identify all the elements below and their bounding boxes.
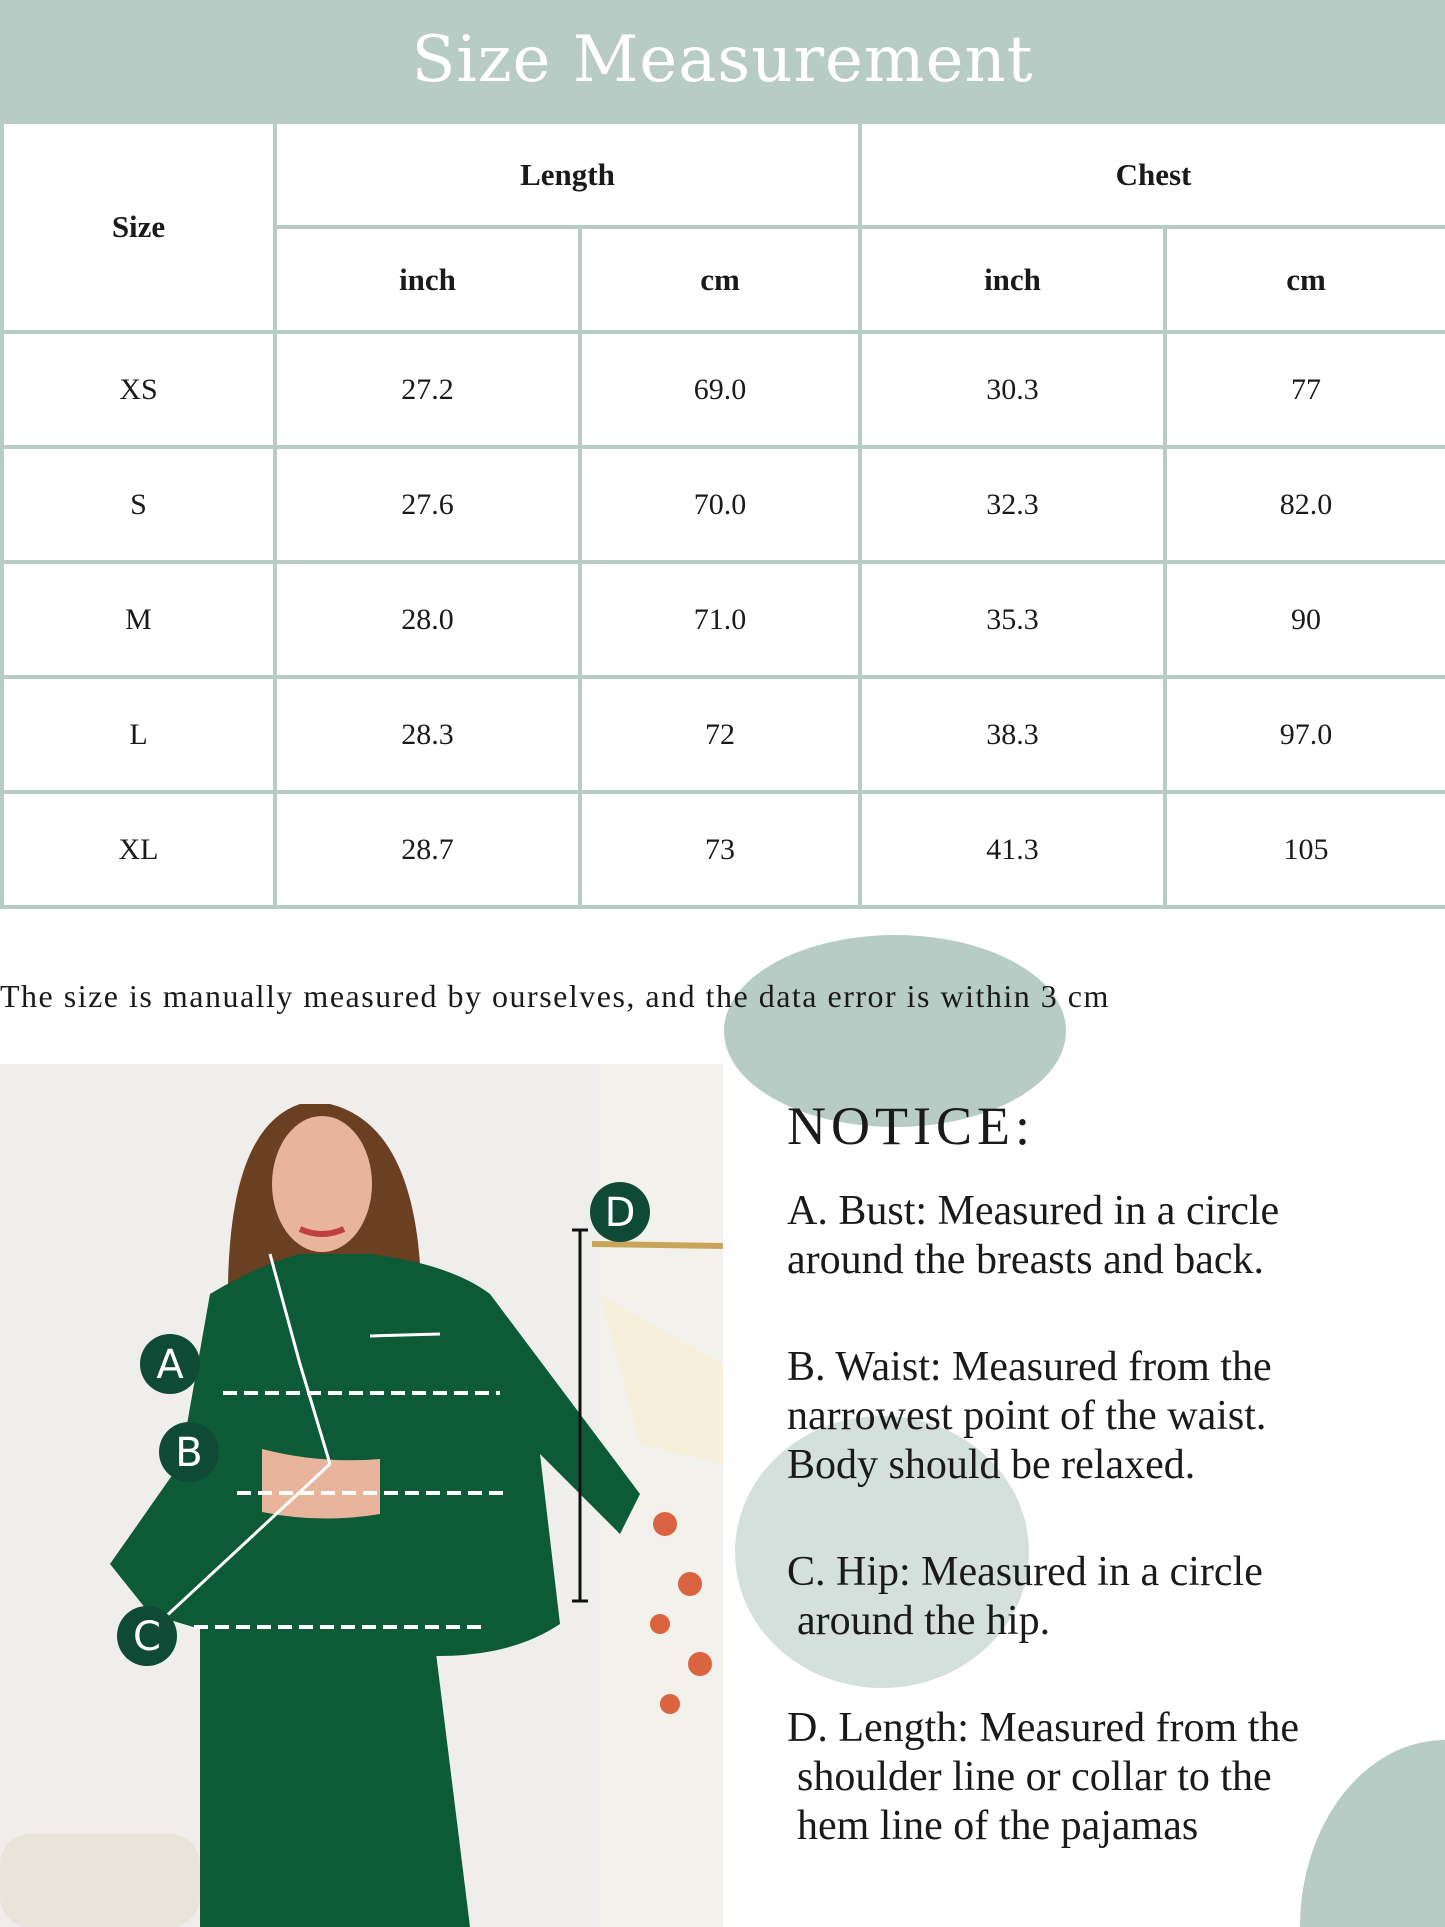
model-photo: [0, 1064, 723, 1927]
unit-header: inch: [275, 227, 580, 332]
table-row: [2, 792, 1445, 907]
size-header: Size: [2, 122, 275, 332]
value-cell: 72: [580, 677, 860, 792]
unit-header: cm: [580, 227, 860, 332]
notice-item: [787, 1187, 1432, 1285]
unit-header: inch: [860, 227, 1165, 332]
notice-heading: NOTICE:: [787, 1096, 1035, 1156]
value-cell: 70.0: [580, 447, 860, 562]
svg-text:C: C: [133, 1614, 161, 1660]
value-cell: 28.0: [275, 562, 580, 677]
value-cell: 27.6: [275, 447, 580, 562]
measurement-note: The size is manually measured by ourselves, and the data error is within 3 cm: [0, 978, 1110, 1014]
size-cell: M: [2, 562, 275, 677]
table-row: [2, 677, 1445, 792]
chest-header: Chest: [860, 122, 1445, 227]
notice-line: around the breasts and back.: [787, 1237, 1264, 1283]
page-title: Size Measurement: [411, 23, 1034, 97]
length-header: Length: [275, 122, 860, 227]
svg-text:D: D: [604, 1190, 636, 1236]
value-cell: 30.3: [860, 332, 1165, 447]
svg-text:B: B: [175, 1430, 203, 1476]
value-cell: 32.3: [860, 447, 1165, 562]
notice-line: narrowest point of the waist.: [787, 1393, 1267, 1439]
value-cell: 105: [1165, 792, 1445, 907]
svg-text:A: A: [156, 1342, 184, 1388]
notice-line: A. Bust: Measured in a circle: [787, 1188, 1280, 1234]
value-cell: 35.3: [860, 562, 1165, 677]
notice-line: hem line of the pajamas: [797, 1803, 1199, 1849]
value-cell: 71.0: [580, 562, 860, 677]
marker-d-icon: [590, 1182, 650, 1242]
size-cell: XL: [2, 792, 275, 907]
marker-c-icon: [117, 1606, 177, 1666]
notice-item: [787, 1704, 1432, 1851]
size-table: [0, 120, 1445, 909]
value-cell: 28.7: [275, 792, 580, 907]
notice-item: [787, 1343, 1432, 1490]
notice-item: [787, 1548, 1432, 1646]
notice-line: shoulder line or collar to the: [797, 1754, 1272, 1800]
marker-b-icon: [159, 1422, 219, 1482]
notice-line: B. Waist: Measured from the: [787, 1344, 1272, 1390]
value-cell: 38.3: [860, 677, 1165, 792]
value-cell: 73: [580, 792, 860, 907]
size-cell: L: [2, 677, 275, 792]
value-cell: 77: [1165, 332, 1445, 447]
notice-line: C. Hip: Measured in a circle: [787, 1549, 1263, 1595]
value-cell: 97.0: [1165, 677, 1445, 792]
table-row: [2, 447, 1445, 562]
value-cell: 28.3: [275, 677, 580, 792]
notice-line: around the hip.: [797, 1598, 1051, 1644]
value-cell: 82.0: [1165, 447, 1445, 562]
size-cell: S: [2, 447, 275, 562]
table-row: [2, 332, 1445, 447]
header-banner: [0, 0, 1445, 120]
value-cell: 27.2: [275, 332, 580, 447]
table-row: [2, 562, 1445, 677]
size-cell: XS: [2, 332, 275, 447]
notice-section: [787, 1095, 1432, 1909]
marker-a-icon: [140, 1334, 200, 1394]
value-cell: 69.0: [580, 332, 860, 447]
value-cell: 90: [1165, 562, 1445, 677]
notice-line: Body should be relaxed.: [787, 1442, 1196, 1488]
value-cell: 41.3: [860, 792, 1165, 907]
notice-line: D. Length: Measured from the: [787, 1705, 1300, 1751]
unit-header: cm: [1165, 227, 1445, 332]
